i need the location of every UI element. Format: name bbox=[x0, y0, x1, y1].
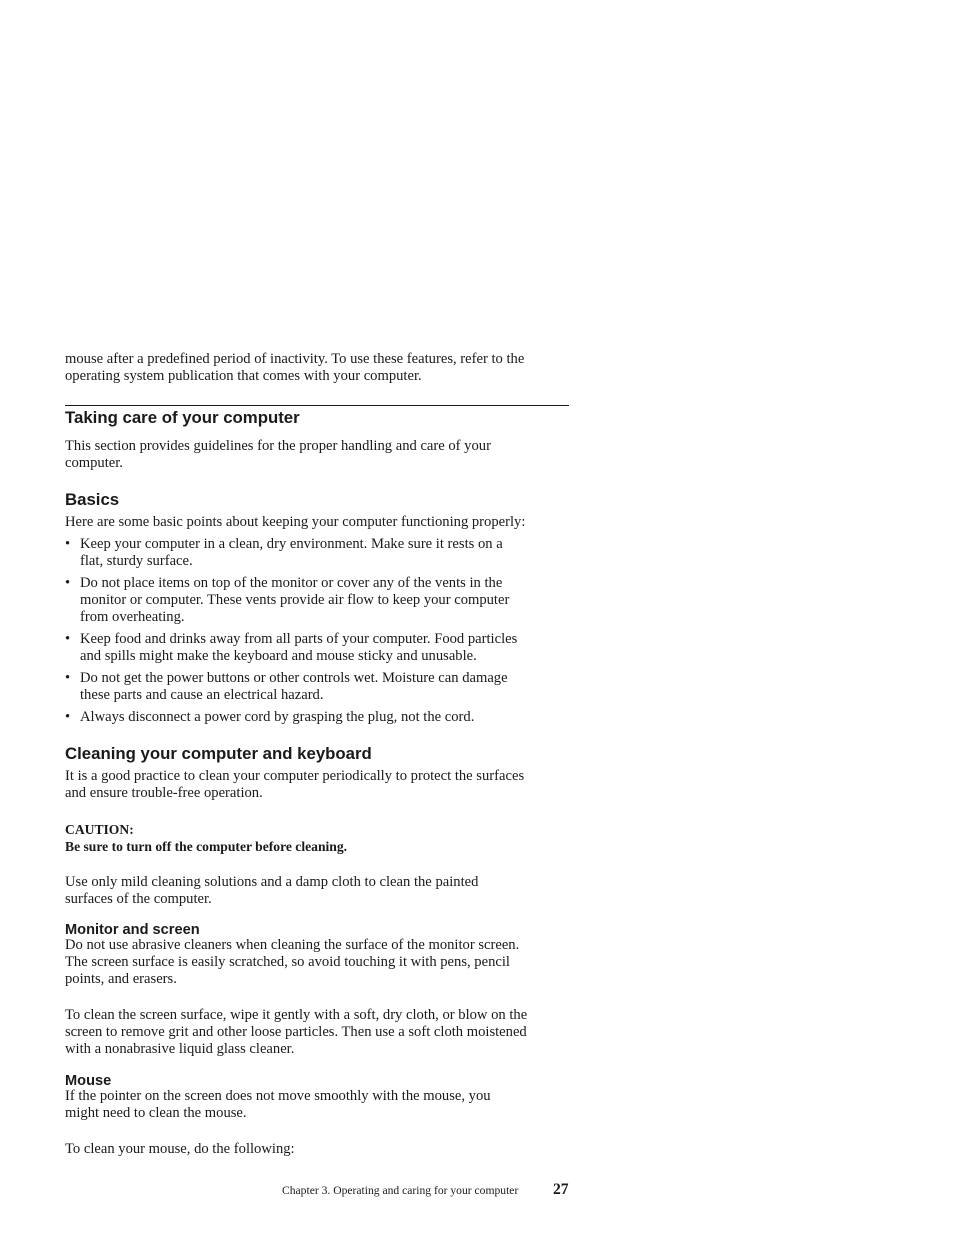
cleaning-after-paragraph bbox=[65, 874, 478, 908]
paragraph-line: might need to clean the mouse. bbox=[65, 1105, 247, 1121]
paragraph-line: screen to remove grit and other loose particles. Then use a soft cloth moistened bbox=[65, 1024, 527, 1040]
cleaning-paragraph bbox=[65, 768, 524, 802]
bullet-line: these parts and cause an electrical hazard. bbox=[80, 687, 324, 703]
bullet-line: from overheating. bbox=[80, 609, 185, 625]
paragraph-line: computer. bbox=[65, 455, 123, 471]
intro-line: mouse after a predefined period of inactivity. To use these features, refer to the bbox=[65, 351, 525, 367]
page-number: 27 bbox=[553, 1181, 569, 1198]
paragraph-line: Do not use abrasive cleaners when cleaning the surface of the monitor screen. bbox=[65, 937, 520, 953]
bullet-line: flat, sturdy surface. bbox=[80, 553, 193, 569]
taking-care-paragraph bbox=[65, 438, 491, 472]
bullet-line: and spills might make the keyboard and mouse sticky and unusable. bbox=[80, 648, 477, 664]
section-heading-taking-care: Taking care of your computer bbox=[65, 408, 300, 427]
section-heading-cleaning: Cleaning your computer and keyboard bbox=[65, 744, 372, 763]
bullet-icon: • bbox=[65, 536, 71, 552]
monitor-paragraph-2 bbox=[65, 1007, 527, 1058]
paragraph-line: and ensure trouble-free operation. bbox=[65, 785, 263, 801]
intro-paragraph bbox=[65, 351, 524, 385]
paragraph-line: To clean the screen surface, wipe it gently with a soft, dry cloth, or blow on the bbox=[65, 1007, 528, 1023]
section-divider bbox=[65, 405, 569, 406]
bullet-line: Keep food and drinks away from all parts of your computer. Food particles bbox=[80, 631, 518, 647]
bullet-line: Do not place items on top of the monitor or cover any of the vents in the bbox=[80, 575, 503, 591]
monitor-paragraph-1 bbox=[65, 937, 519, 988]
bullet-line: Keep your computer in a clean, dry environment. Make sure it rests on a bbox=[80, 536, 503, 552]
subsection-heading-monitor: Monitor and screen bbox=[65, 922, 200, 938]
paragraph-line: If the pointer on the screen does not move smoothly with the mouse, you bbox=[65, 1088, 491, 1104]
bullet-line: Do not get the power buttons or other controls wet. Moisture can damage bbox=[80, 670, 508, 686]
paragraph-line: This section provides guidelines for the proper handling and care of your bbox=[65, 438, 491, 454]
basics-intro: Here are some basic points about keeping your computer functioning properly: bbox=[65, 514, 526, 530]
bullet-line: Always disconnect a power cord by grasping the plug, not the cord. bbox=[80, 709, 475, 725]
bullet-icon: • bbox=[65, 709, 71, 725]
paragraph-line: surfaces of the computer. bbox=[65, 891, 212, 907]
bullet-icon: • bbox=[65, 631, 71, 647]
section-heading-basics: Basics bbox=[65, 490, 120, 509]
paragraph-line: The screen surface is easily scratched, so avoid touching it with pens, pencil bbox=[65, 954, 510, 970]
bullet-line: monitor or computer. These vents provide air flow to keep your computer bbox=[80, 592, 510, 608]
paragraph-line: with a nonabrasive liquid glass cleaner. bbox=[65, 1041, 295, 1057]
footer-chapter-title: Chapter 3. Operating and caring for your computer bbox=[282, 1184, 519, 1197]
bullet-icon: • bbox=[65, 575, 71, 591]
subsection-heading-mouse: Mouse bbox=[65, 1073, 112, 1089]
paragraph-line: Use only mild cleaning solutions and a damp cloth to clean the painted bbox=[65, 874, 479, 890]
bullet-icon: • bbox=[65, 670, 71, 686]
mouse-paragraph-2: To clean your mouse, do the following: bbox=[65, 1141, 295, 1157]
caution-title: CAUTION: bbox=[65, 822, 134, 837]
paragraph-line: It is a good practice to clean your computer periodically to protect the surfaces bbox=[65, 768, 525, 784]
paragraph-line: points, and erasers. bbox=[65, 971, 177, 987]
mouse-paragraph-1 bbox=[65, 1088, 491, 1122]
caution-text: Be sure to turn off the computer before cleaning. bbox=[65, 839, 348, 854]
caution-notice bbox=[65, 821, 347, 855]
intro-line: operating system publication that comes with your computer. bbox=[65, 368, 422, 384]
